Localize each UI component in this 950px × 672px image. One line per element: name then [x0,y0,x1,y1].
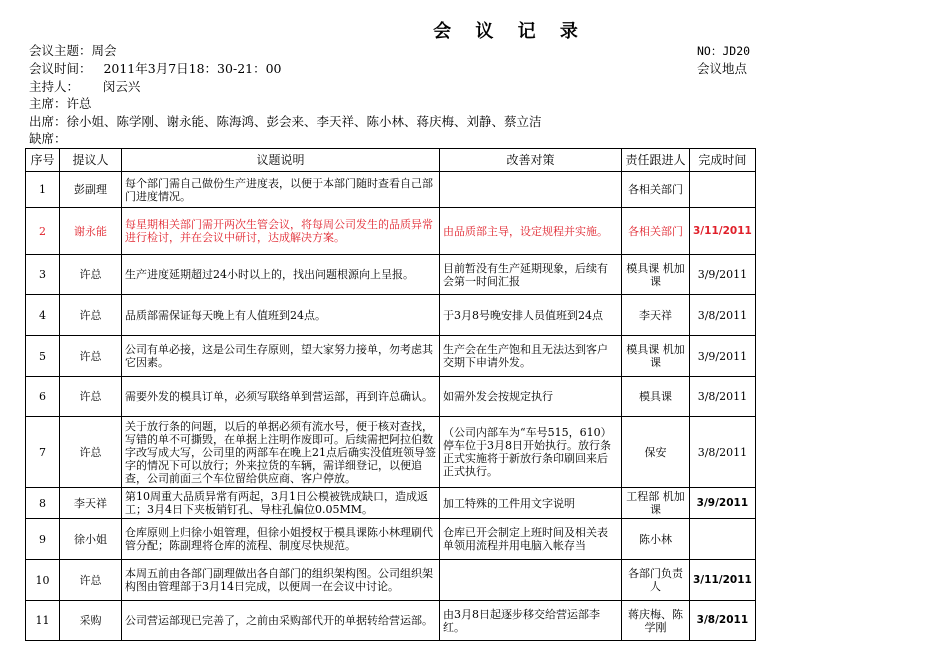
meeting-record-table [25,148,756,641]
cell-measure [440,560,622,601]
cell-owner: 模具课 机加课 [622,255,690,295]
table-row [26,601,756,641]
cell-no: 3 [26,255,60,295]
cell-owner: 模具课 [622,377,690,417]
meeting-attendees [29,114,542,130]
cell-proposer: 许总 [60,417,122,488]
table-row [26,560,756,601]
cell-issue: 需要外发的模具订单，必须写联络单到营运部，再到许总确认。 [122,377,440,417]
cell-issue: 每个部门需自己做份生产进度表，以便于本部门随时查看自己部门进度情况。 [122,172,440,208]
cell-proposer: 李天祥 [60,488,122,519]
cell-date: 3/11/2011 [690,208,756,255]
chair-label: 主席： [29,96,67,111]
cell-owner: 李天祥 [622,295,690,336]
cell-issue: 公司有单必接，这是公司生存原则，望大家努力接单，勿考虑其它因素。 [122,336,440,377]
col-header-measure: 改善对策 [440,149,622,172]
chair-value: 许总 [66,96,92,111]
cell-measure: 仓库已开会制定上班时间及相关表单领用流程并用电脑入帐存当 [440,519,622,560]
cell-measure: 加工特殊的工件用文字说明 [440,488,622,519]
cell-measure: 由品质部主导，设定规程并实施。 [440,208,622,255]
cell-owner: 陈小林 [622,519,690,560]
col-header-date: 完成时间 [690,149,756,172]
meeting-host [29,79,140,95]
document-number: NO：JD20 [697,44,751,58]
cell-issue: 关于放行条的问题，以后的单据必须有流水号，便于核对查找，写错的单不可撕毁，在单据上注明作废即可。后续需把阿拉伯数字改写成大写，公司里的两部车在晚上21点后确实没值班领导签字的情况下可以放行；外来拉货的车辆，需详细登记，以便追查，公司前面三个车位留给供应商、客户停放。 [122,417,440,488]
table-row [26,519,756,560]
cell-date: 3/8/2011 [690,377,756,417]
meeting-time [29,61,282,77]
host-label: 主持人： [29,79,80,94]
cell-issue: 每星期相关部门需开两次生管会议，将每周公司发生的品质异常进行检讨，并在会议中研讨，达成解决方案。 [122,208,440,255]
cell-measure: 目前暂没有生产延期现象，后续有会第一时间汇报 [440,255,622,295]
col-header-owner: 责任跟进人 [622,149,690,172]
table-row [26,208,756,255]
cell-proposer: 谢永能 [60,208,122,255]
cell-owner: 各相关部门 [622,208,690,255]
cell-proposer: 徐小姐 [60,519,122,560]
attendees-value: 徐小姐、陈学刚、谢永能、陈海鸿、彭会来、李天祥、陈小林、蒋庆梅、刘静、蔡立洁 [66,114,542,129]
cell-owner: 蒋庆梅、陈学刚 [622,601,690,641]
cell-date: 3/8/2011 [690,417,756,488]
cell-proposer: 采购 [60,601,122,641]
table-row [26,172,756,208]
table-row [26,295,756,336]
cell-date [690,519,756,560]
table-row [26,336,756,377]
cell-issue: 仓库原则上归徐小姐管理，但徐小姐授权于模具课陈小林理刷代管分配；陈副理将仓库的流程、制度尽快规范。 [122,519,440,560]
cell-issue: 品质部需保证每天晚上有人值班到24点。 [122,295,440,336]
cell-date: 3/11/2011 [690,560,756,601]
cell-date [690,172,756,208]
cell-measure: 生产会在生产饱和且无法达到客户交期下申请外发。 [440,336,622,377]
cell-no: 7 [26,417,60,488]
cell-issue: 第10周重大品质异常有两起，3月1日公模被铣成缺口，造成返工；3月4日下夹板销钉孔、导柱孔偏位0.05MM。 [122,488,440,519]
topic-value: 周会 [91,43,117,58]
cell-issue: 生产进度延期超过24小时以上的，找出问题根源向上呈报。 [122,255,440,295]
time-value: 2011年3月7日18：30-21：00 [103,61,282,76]
cell-owner: 模具课 机加课 [622,336,690,377]
host-value: 闵云兴 [102,79,141,94]
cell-no: 9 [26,519,60,560]
attendees-label: 出席： [29,114,67,129]
cell-measure: （公司内部车为“车号515，610）停车位于3月8日开始执行。放行条正式实施将于新放行条印刷回来后正式执行。 [440,417,622,488]
time-label: 会议时间： [29,61,92,76]
cell-date: 3/8/2011 [690,601,756,641]
cell-measure: 于3月8号晚安排人员值班到24点 [440,295,622,336]
col-header-issue: 议题说明 [122,149,440,172]
cell-proposer: 许总 [60,295,122,336]
meeting-chair [29,96,92,112]
cell-date: 3/9/2011 [690,255,756,295]
cell-date: 3/9/2011 [690,336,756,377]
meeting-absent [29,131,67,147]
table-row [26,255,756,295]
meeting-topic [29,43,117,59]
cell-owner: 各部门负责人 [622,560,690,601]
table-row [26,488,756,519]
cell-date: 3/8/2011 [690,295,756,336]
cell-issue: 公司营运部现已完善了，之前由采购部代开的单据转给营运部。 [122,601,440,641]
cell-no: 11 [26,601,60,641]
cell-owner: 各相关部门 [622,172,690,208]
cell-no: 8 [26,488,60,519]
cell-measure [440,172,622,208]
cell-proposer: 许总 [60,560,122,601]
cell-measure: 由3月8日起逐步移交给营运部李红。 [440,601,622,641]
topic-label: 会议主题： [29,43,92,58]
cell-no: 6 [26,377,60,417]
table-header-row [26,149,756,172]
table-row [26,377,756,417]
col-header-no: 序号 [26,149,60,172]
cell-date: 3/9/2011 [690,488,756,519]
page-title: 会 议 记 录 [433,21,587,42]
table-row [26,417,756,488]
cell-no: 5 [26,336,60,377]
cell-proposer: 许总 [60,255,122,295]
cell-proposer: 彭副理 [60,172,122,208]
cell-owner: 保安 [622,417,690,488]
cell-proposer: 许总 [60,377,122,417]
cell-no: 2 [26,208,60,255]
cell-no: 4 [26,295,60,336]
cell-no: 1 [26,172,60,208]
absent-label: 缺席： [29,131,67,146]
cell-measure: 如需外发会按规定执行 [440,377,622,417]
cell-no: 10 [26,560,60,601]
cell-owner: 工程部 机加课 [622,488,690,519]
location-label: 会议地点 [697,61,748,76]
cell-issue: 本周五前由各部门副理做出各自部门的组织架构图。公司组织架构图由管理部于3月14日完成，以便周一在会议中讨论。 [122,560,440,601]
cell-proposer: 许总 [60,336,122,377]
col-header-proposer: 提议人 [60,149,122,172]
